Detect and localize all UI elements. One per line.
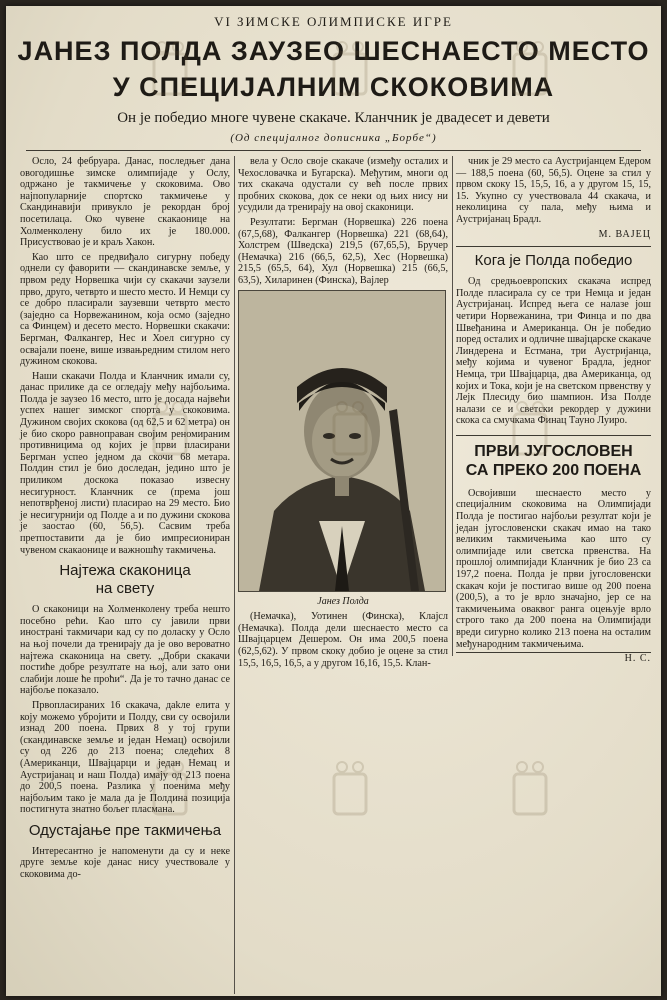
column-3 [456,156,651,671]
kicker: VI ЗИМСКЕ ОЛИМПИСКЕ ИГРЕ [214,14,453,29]
col1-paragraph: О скаконици на Холменколену треба нешто посебно рећи. Као што су јавили први иностранi такмичари кад су по доласку у Осло на њој почели да тренирају да је ово вероватно најтежа скаконица на свету. „Добри скакачи постиће добре резултате на њој, али зато они слабији лоше ће проћи“. Да је то тачно данас се најбоље показало. [20,604,230,697]
photo-caption: Јанез Полда [317,595,369,607]
col3-paragraph: Освојивши шеснаесто место у специјалним скоковима на Олимпијади Полда је постигао најбољи резултат који је један југословенски скакач имао на тако великим такмичењима као што су олимпијаде или светска првенства. На прошлој олимпијади Кланчник је био 23 са 197,2 поена. Полда је први југословенски скакач који је постигао више од 200 поена (200,5), а то је врло значајно, јер се на такмичењима оваквог ранга оцењује врло строго тако да 200 поена на Олимпијади вреди сигурно колико 213 поена на осталим међународним такмичењима. [456,487,651,650]
col1-paragraph: Наши скакачи Полда и Кланчник имали су, данас прилике да се огледају међу најбољима. Полда је заузео 16 место, што је досада највећи успех нашег зимског спорта у скоковима. Дужином својих скокова (од 62,5 и 62 метра) он је био скоро равноправан својим реномираним противницима од којих је први пласирани Бергман успео једном да скочи 68 метара. Полдин стил је био доследан, једино што је приликом доскока показао извесну несигурност. Кланчник се (према још непотврђеној листи) пласирао на 29 место. Био је несигурнији од Полде а и по дужини скокова је заостао (60, 56,5). Сасвим треба претпоставити да је био импресиониран чувеном скакаонице и важношћу такмичења. [20,370,230,556]
box-headline [456,435,651,480]
box-headline-line-1: ПРВИ ЈУГОСЛОВЕН [474,442,633,460]
box-headline-line-2: СА ПРЕКО 200 ПОЕНА [465,461,642,479]
subhead-line-2: на свету [95,580,155,598]
col2-paragraph: вела у Осло своје скакаче (између осталих и Чехословачка и Бугарска). Међутим, многи од тих скакача одустали су већ после првих пробних скокова, док се неки од њих нису ни усудили да тренирају на овој скаконици. [238,156,448,214]
subhead-line-1: Најтежа скаконица [59,562,191,580]
headline-line-1: ЈАНЕЗ ПОЛДА ЗАУЗЕО ШЕСНАЕСТО МЕСТО [17,36,650,66]
col1-paragraph: Осло, 24 фебруара. Данас, последњег дана овогодишње зимске олимпијаде у Ослу, одржано је такмичење у скоковима. Ово најпопуларније спортско такмичење у Скандинавији привукло је рекордан број посетилаца. Око чувене скакаонице на Холменколену било их је 180.000. Присуствовао је и краљ Хакон. [20,156,230,249]
header-rule [26,150,641,151]
portrait-photo [238,290,446,592]
column-1 [20,156,230,884]
column-2 [238,156,448,672]
col1-paragraph: Првопласираних 16 скакача, даkле елита у коју можемо убројити и Полду, сви су освојили изнад 200 поена. Првих 8 у тој групи (скандинавске земље и један Немац) освојили су од 226 до 213 поена; следећих 8 (Американци, Швајцарци и један Немац и Аустријанац и наш Полда) имају од 213 поена до 200,5 поена. Разлика у поенима међу најбољим тако је мала да је Полдина позиција постигнута знатно бољег пласмана. [20,699,230,816]
initials: Н. С. [624,653,651,665]
col2-results: Резултати: Бергман (Норвешка) 226 поена (67,5,68), Фалкангер (Норвешка) 221 (68,64), Холстрем (Шведска) 219,5 (67,65,5), Бручер (Немачка) 216 (66,5, 62,5), Хес (Норвешка) 215,5 (65,5, 64), Хул (Норвешка) 215 (66,5, 63,5), Хиларинен (Финска), Вајлер [238,216,448,286]
column-divider [234,156,235,994]
closing-rule [456,652,651,653]
deck: Он је победио многе чувене скакаче. Кланчник је двадесет и девети [117,110,550,126]
col2-paragraph: (Немачка), Уотинен (Финска), Клајсл (Немачка). Полда дели шеснаесто место са Швајцарцем Дешером. Он има 200,5 поена (62,5,62). У првом скоку добио је оцене за стил 15,5, 16,5, 16,5, а у другом 16,16, 15,5. Клан- [238,611,448,669]
subhead-who-polda-beat: Кога је Полда победио [456,246,651,270]
skier-portrait-illustration [239,291,445,591]
col1-paragraph: Интересантно је напоменути да су и неке друге земље које данас нису учествовале у скоковима до- [20,845,230,881]
col3-paragraph: чник је 29 место са Аустријанцем Едером — 188,5 поена (60, 56,5). Оцене за стил у првом скоку 15, 15,5, 16, а у другом 15, 15, 15. Укупно су учествовала 44 скакача, и неколицина су пала, међу њима и Аустријанац Брадл. [456,156,651,225]
subhead-hardest-hill [20,562,230,598]
col1-paragraph: Као што се предвиђало сигурну победу однели су фаворити — скандинавске земље, у првом реду Норвешка чији су скакачи заузели прво, друго, четврто и шесто место. И Немци су се добро пласирали заузевши четврто место (заједно са Норвежанином, која осмо (заједно са Финцем) и десето место. Норвешки скакачи: Бергман, Фалкангер, Нес и Хоел сигурно су освајали поене, више извањредним стилом него дужином скокова. [20,251,230,368]
subhead-withdrawal: Одустајање пре такмичења [28,821,222,839]
dateline: (Од специјалног дописника „Борбе“) [230,132,437,144]
column-divider [452,156,453,656]
headline-line-2: У СПЕЦИЈАЛНИМ СКОКОВИМА [112,72,555,102]
author-signature: М. ВАЈЕЦ [598,228,651,240]
newspaper-clipping [6,6,661,996]
col3-paragraph: Од средњоевропских скакача испред Полде пласирала су се три Немца и један Аустријанац. Испред њега се налазе још четири Норвежанина, три Финца и по два Швеђанина и Американца. Он је победио поред осталих и одличне швајцарске скакаче Линдерена и Естмана, три Аустријанца, међу којима и чувеног Брадла, једног Немца, три Швајцарца, два Американца, од којих и Тока, који је на светском првенству у Лејк Плесиду био шампион. Иза Полде налази се и светски рекордер у дужини скока са смучкама Финац Тауно Луиро. [456,276,651,427]
